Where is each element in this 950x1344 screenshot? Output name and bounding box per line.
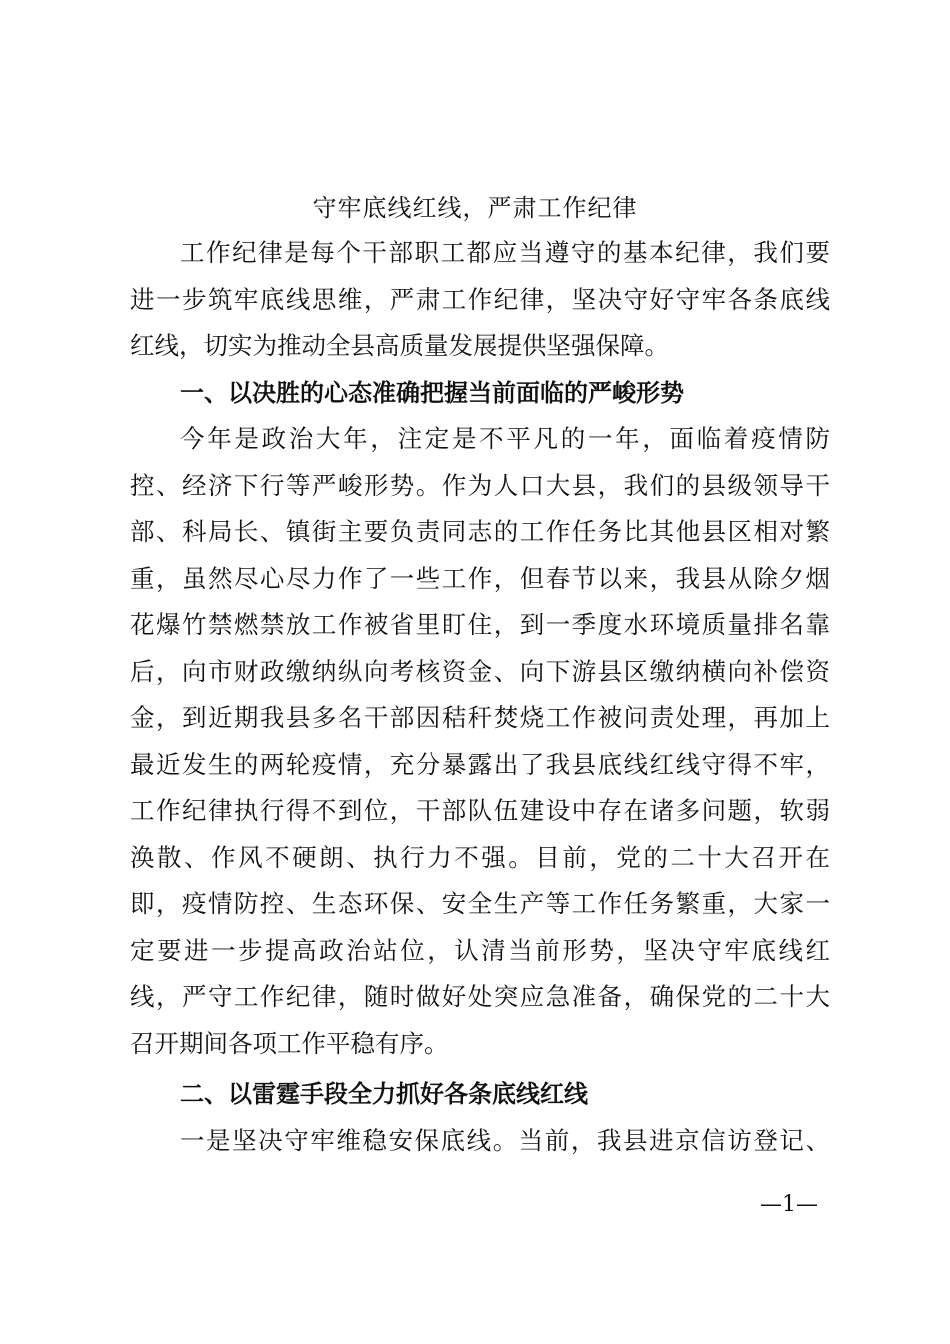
section-heading-1: 一、以决胜的心态准确把握当前面临的严峻形势 <box>180 378 684 407</box>
section1-line: 涣散、作风不硬朗、执行力不强。目前，党的二十大召开在 <box>130 842 830 872</box>
section1-line: 线，严守工作纪律，随时做好处突应急准备，确保党的二十大 <box>130 982 830 1011</box>
section1-line: 今年是政治大年，注定是不平凡的一年，面临着疫情防 <box>180 424 830 453</box>
intro-line: 工作纪律是每个干部职工都应当遵守的基本纪律，我们要 <box>180 238 830 267</box>
section1-line: 后，向市财政缴纳纵向考核资金、向下游县区缴纳横向补偿资 <box>130 656 830 686</box>
section1-line: 金，到近期我县多名干部因秸秆焚烧工作被问责处理，再加上 <box>130 703 830 732</box>
page-number: —1— <box>760 1192 818 1217</box>
intro-line: 红线，切实为推动全县高质量发展提供坚强保障。 <box>130 331 669 360</box>
section1-line: 部、科局长、镇街主要负责同志的工作任务比其他县区相对繁 <box>130 517 830 546</box>
intro-line: 进一步筑牢底线思维，严肃工作纪律，坚决守好守牢各条底线 <box>130 284 830 314</box>
section1-line: 召开期间各项工作平稳有序。 <box>130 1028 449 1058</box>
section2-line: 一是坚决守牢维稳安保底线。当前，我县进京信访登记、 <box>180 1125 830 1155</box>
section1-line: 最近发生的两轮疫情，充分暴露出了我县底线红线守得不牢， <box>130 749 830 779</box>
section1-line: 定要进一步提高政治站位，认清当前形势，坚决守牢底线红 <box>130 935 830 965</box>
section-heading-2: 二、以雷霆手段全力抓好各条底线红线 <box>180 1080 588 1108</box>
section1-line: 工作纪律执行得不到位，干部队伍建设中存在诸多问题，软弱 <box>130 796 830 825</box>
section1-line: 控、经济下行等严峻形势。作为人口大县，我们的县级领导干 <box>130 470 830 500</box>
document-title: 守牢底线红线，严肃工作纪律 <box>312 194 638 222</box>
document-body <box>130 230 830 1164</box>
section1-line: 花爆竹禁燃禁放工作被省里盯住，到一季度水环境质量排名靠 <box>130 610 830 639</box>
section1-line: 即，疫情防控、生态环保、安全生产等工作任务繁重，大家一 <box>130 889 830 918</box>
section1-line: 重，虽然尽心尽力作了一些工作，但春节以来，我县从除夕烟 <box>130 563 830 593</box>
